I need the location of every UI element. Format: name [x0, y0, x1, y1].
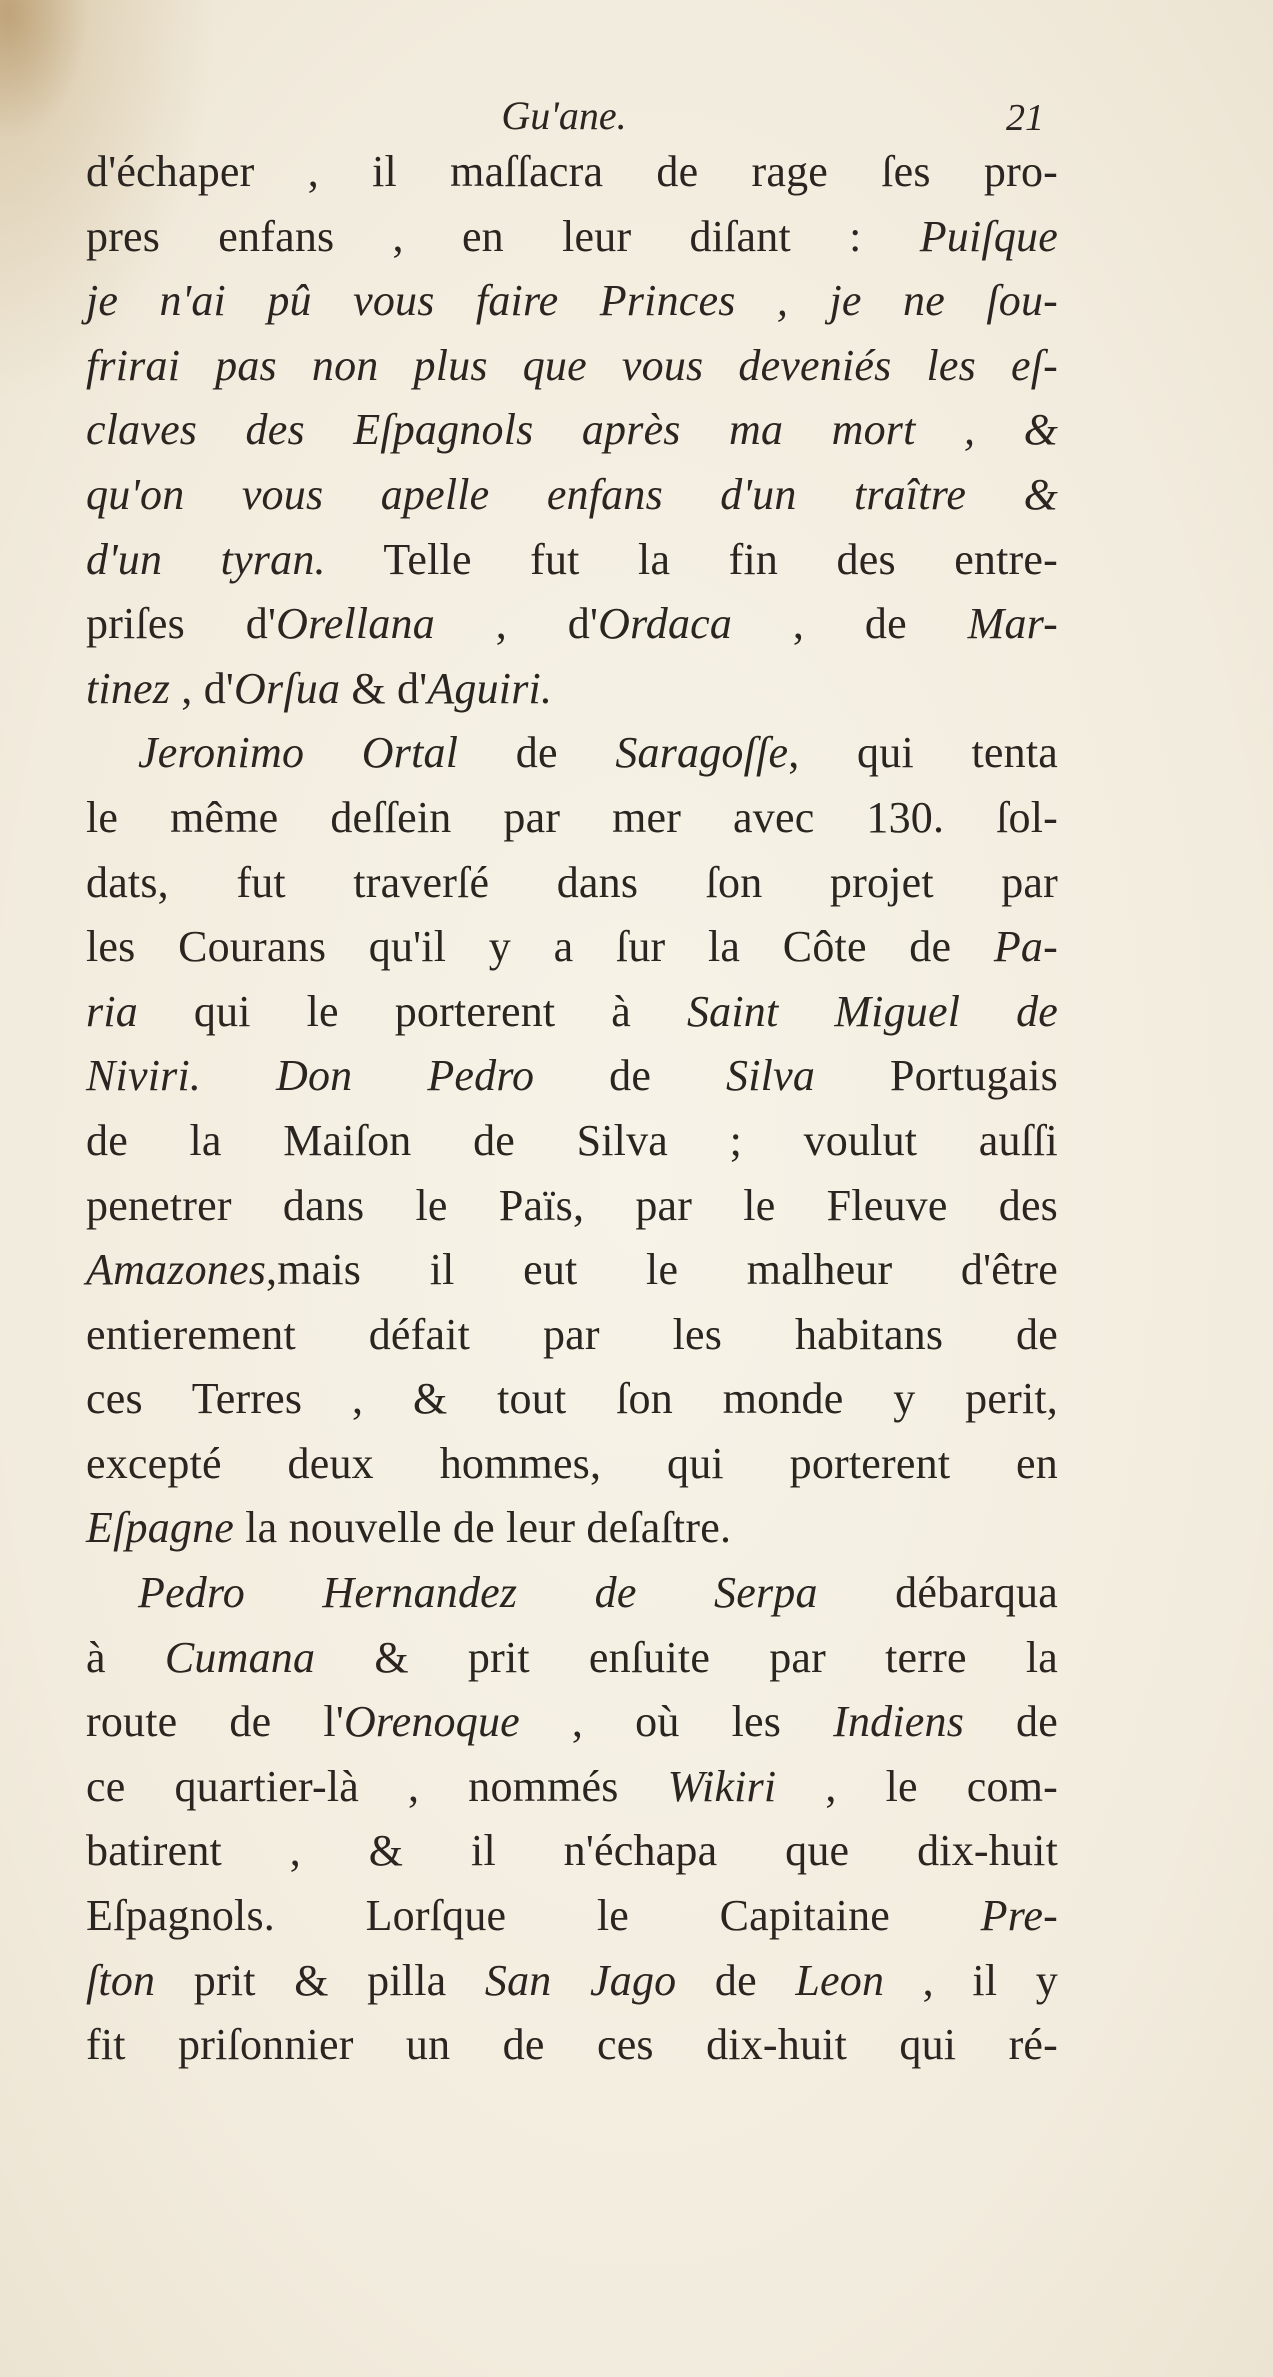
italic-text-segment: Eſpagne	[86, 1503, 235, 1553]
text-segment: ces Terres , & tout ſon monde y perit,	[86, 1374, 1058, 1424]
text-segment: à	[86, 1632, 165, 1682]
italic-text-segment: tinez	[86, 663, 171, 713]
text-line	[86, 463, 1058, 528]
text-segment: route de l'	[86, 1697, 344, 1747]
text-line	[86, 269, 1058, 334]
text-segment: & prit enſuite par terre la	[315, 1632, 1058, 1682]
italic-text-segment: d'un tyran.	[86, 534, 326, 584]
italic-text-segment: Pre-	[980, 1891, 1058, 1941]
text-segment: fit priſonnier un de ces dix-huit qui ré-	[86, 2020, 1058, 2070]
text-segment: , de	[732, 599, 968, 649]
italic-text-segment: Aguiri.	[427, 663, 553, 713]
text-segment: , qui tenta	[788, 728, 1058, 778]
running-title: Gu'ane.	[501, 93, 627, 138]
italic-text-segment: Indiens	[833, 1697, 965, 1747]
text-segment: entierement défait par les habitans de	[86, 1309, 1058, 1359]
italic-text-segment: Saint Miguel de	[686, 986, 1059, 1036]
text-line	[86, 592, 1058, 657]
text-line	[86, 1109, 1058, 1174]
text-line	[86, 2013, 1058, 2078]
page-stain	[0, 0, 90, 140]
text-segment: , d'	[434, 599, 599, 649]
italic-text-segment: San Jago	[484, 1955, 677, 2005]
italic-text-segment: Amazones	[86, 1245, 267, 1295]
text-line	[86, 851, 1058, 916]
text-segment: dats, fut traverſé dans ſon projet par	[86, 857, 1058, 907]
text-line	[86, 398, 1058, 463]
text-segment: débarqua	[817, 1568, 1058, 1618]
text-segment: ,mais il eut le malheur d'être	[266, 1245, 1058, 1295]
text-segment: penetrer dans le Païs, par le Fleuve des	[86, 1180, 1058, 1230]
italic-text-segment: Orellana	[276, 599, 435, 649]
body-text	[86, 140, 1058, 2078]
text-segment: d'échaper , il maſſacra de rage ſes pro-	[86, 147, 1058, 196]
italic-text-segment: Pedro Hernandez de Serpa	[138, 1568, 818, 1618]
italic-text-segment: Wikiri	[667, 1761, 777, 1811]
italic-text-segment: Saragoſſe	[615, 728, 789, 778]
italic-text-segment: Pa-	[993, 922, 1058, 972]
text-segment: Telle fut la fin des entre-	[325, 534, 1058, 584]
text-segment: le même deſſein par mer avec 130. ſol-	[86, 792, 1058, 842]
text-segment: les Courans qu'il y a ſur la Côte de	[86, 922, 994, 972]
text-segment: pres enfans , en leur diſant :	[86, 211, 920, 261]
text-segment: Portugais	[815, 1051, 1058, 1101]
text-line	[86, 528, 1058, 593]
text-segment: , d'	[170, 663, 235, 713]
text-line	[86, 1949, 1058, 2014]
text-line	[86, 657, 1058, 722]
text-line	[86, 1561, 1058, 1626]
italic-text-segment: je n'ai pû vous faire Princes , je ne ſou-	[86, 276, 1058, 326]
text-line	[86, 1367, 1058, 1432]
text-line	[86, 980, 1058, 1045]
text-segment: excepté deux hommes, qui porterent en	[86, 1438, 1058, 1488]
text-line	[86, 1884, 1058, 1949]
text-line	[86, 1755, 1058, 1820]
text-segment: , le com-	[776, 1761, 1058, 1811]
italic-text-segment: Ordaca	[598, 599, 733, 649]
text-line	[86, 1303, 1058, 1368]
text-line	[86, 1432, 1058, 1497]
italic-text-segment: frirai pas non plus que vous deveniés les eſ-	[86, 340, 1058, 390]
text-line	[86, 1174, 1058, 1239]
text-segment: , où les	[519, 1697, 834, 1747]
text-segment: priſes d'	[86, 599, 277, 649]
text-segment: ce quartier-là , nommés	[86, 1761, 668, 1811]
text-line	[86, 140, 1058, 205]
italic-text-segment: Orſua	[234, 663, 341, 713]
italic-text-segment: Jeronimo Ortal	[138, 728, 459, 778]
text-segment: de	[534, 1051, 727, 1101]
italic-text-segment: Puiſque	[919, 211, 1058, 261]
text-line	[86, 1626, 1058, 1691]
text-line	[86, 1496, 1058, 1561]
italic-text-segment: ria	[86, 986, 138, 1036]
italic-text-segment: qu'on vous apelle enfans d'un traître &	[86, 469, 1058, 519]
text-segment: de	[676, 1955, 796, 2005]
text-line	[86, 205, 1058, 270]
text-segment: batirent , & il n'échapa que dix-huit	[86, 1826, 1058, 1876]
italic-text-segment: Mar-	[967, 599, 1058, 649]
text-line	[86, 334, 1058, 399]
text-segment: de	[458, 728, 616, 778]
text-line	[86, 1044, 1058, 1109]
text-segment: Eſpagnols. Lorſque le Capitaine	[86, 1891, 981, 1941]
text-segment: , il y	[884, 1955, 1058, 2005]
italic-text-segment: Leon	[795, 1955, 885, 2005]
italic-text-segment: Niviri. Don Pedro	[86, 1051, 535, 1101]
italic-text-segment: Cumana	[164, 1632, 316, 1682]
text-segment: qui le porterent à	[137, 986, 687, 1036]
text-segment: & d'	[340, 663, 428, 713]
page-number: 21	[1006, 97, 1044, 139]
text-line	[86, 915, 1058, 980]
italic-text-segment: ſton	[86, 1955, 156, 2005]
italic-text-segment: Orenoque	[343, 1697, 520, 1747]
text-line	[86, 786, 1058, 851]
text-line	[86, 1238, 1058, 1303]
text-segment: prit & pilla	[155, 1955, 485, 2005]
text-line	[86, 1819, 1058, 1884]
text-line	[86, 1690, 1058, 1755]
italic-text-segment: Silva	[726, 1051, 816, 1101]
text-line	[86, 721, 1058, 786]
text-segment: de	[964, 1697, 1058, 1747]
italic-text-segment: claves des Eſpagnols après ma mort , &	[86, 405, 1058, 455]
text-segment: la nouvelle de leur deſaſtre.	[234, 1503, 732, 1553]
text-segment: de la Maiſon de Silva ; voulut auſſi	[86, 1115, 1058, 1165]
